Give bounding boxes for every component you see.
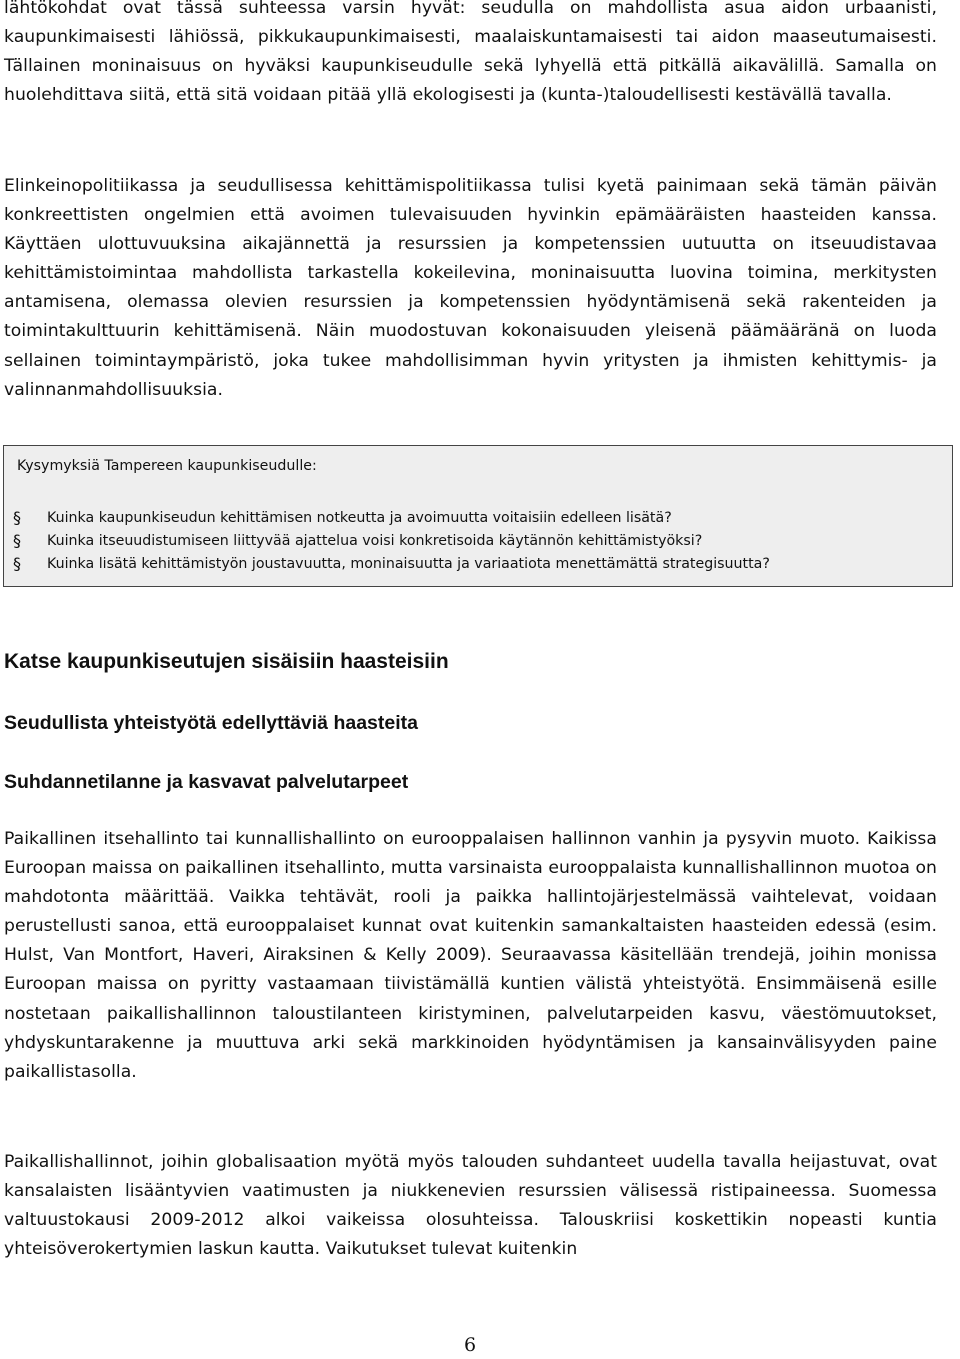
section-sign-bullet-icon: § [13,553,21,573]
question-text: Kuinka itseuudistumiseen liittyvää ajattelua voisi konkretisoida käytännön kehittämistyöksi? [47,532,703,549]
questions-list [13,506,770,575]
question-item [13,529,770,552]
body-paragraph: lähtökohdat ovat tässä suhteessa varsin hyvät: seudulla on mahdollista asua aidon urbaanisti, kaupunkimaisesti lähiössä, pikkukaupunkimaisesti, maalaiskuntamaisesti tai aidon maaseutumaisesti. Tällainen moninaisuus on hyväksi kaupunkiseudulle sekä lyhyellä että pitkällä aikavälillä. Samalla on huolehdittava siitä, että sitä voidaan pitää yllä ekologisesti ja (kunta-)taloudellisesti kestävällä tavalla. [4,0,937,106]
question-item [13,552,770,575]
question-text: Kuinka kaupunkiseudun kehittämisen notkeutta ja avoimuutta voitaisiin edelleen lisätä? [47,509,672,526]
question-text: Kuinka lisätä kehittämistyön joustavuutta, moninaisuutta ja variaatiota menettämättä strategisuutta? [47,555,770,572]
body-paragraph: Elinkeinopolitiikassa ja seudullisessa kehittämispolitiikassa tulisi kyetä painimaan sekä tämän päivän konkreettisten ongelmien että avoimen tulevaisuuden hyvinkin epämääräisten haasteiden kanssa. Käyttäen ulottuvuuksina aikajännettä ja resurssien ja kompetenssien uutuutta on itseuudistavaa kehittämistoimintaa mahdollista tarkastella kokeilevina, moninaisuutta luovina toimina, merkitysten antamisena, olemassa olevien resurssien ja kompetenssien hyödyntämisenä sekä rakenteiden ja toimintakulttuurin kehittämisenä. Näin muodostuvan kokonaisuuden yleisenä päämääränä on luoda sellainen toimintaympäristö, joka tukee mahdollisimman hyvin yritysten ja ihmisten kehittymis- ja valinnanmahdollisuuksia. [4,176,937,400]
subsubsection-heading: Suhdannetilanne ja kasvavat palvelutarpeet [4,771,409,793]
section-sign-bullet-icon: § [13,530,21,550]
section-heading: Katse kaupunkiseutujen sisäisiin haasteisiin [4,650,449,673]
section-sign-bullet-icon: § [13,507,21,527]
questions-box-title: Kysymyksiä Tampereen kaupunkiseudulle: [17,458,317,474]
subsection-heading: Seudullista yhteistyötä edellyttäviä haasteita [4,712,418,734]
body-paragraph: Paikallishallinnot, joihin globalisaation myötä myös talouden suhdanteet uudella tavalla heijastuvat, ovat kansalaisten lisääntyvien vaatimusten ja niukkenevien resurssien välisessä ristipaineessa. Suomessa valtuustokausi 2009-2012 alkoi vaikeissa olosuhteissa. Talouskriisi koskettikin nopeasti kuntia yhteisöverokertymien laskun kautta. Vaikutukset tulevat kuitenkin [4,1152,937,1260]
question-item [13,506,770,529]
questions-box [3,445,953,587]
page-number: 6 [463,1334,477,1356]
body-paragraph: Paikallinen itsehallinto tai kunnallishallinto on eurooppalaisen hallinnon vanhin ja pysyvin muoto. Kaikissa Euroopan maissa on paikallinen itsehallinto, mutta varsinaista eurooppalaista kunnallishallinnon muotoa on mahdotonta määrittää. Vaikka tehtävät, rooli ja paikka hallintojärjestelmässä vaihtelevat, voidaan perustellusti sanoa, että eurooppalaiset kunnat ovat kuitenkin samankaltaisten haasteiden edessä (esim. Hulst, Van Montfort, Haveri, Airaksinen & Kelly 2009). Seuraavassa käsitellään trendejä, joihin monissa Euroopan maissa on pyritty vastaamaan tiivistämällä kuntien välistä yhteistyötä. Ensimmäisenä esille nostetaan paikallishallinnon taloustilanteen kiristyminen, palvelutarpeiden kasvu, väestömuutokset, yhdyskuntarakenne ja muuttuva arki sekä markkinoiden hyödyntämisen ja kansainvälisyyden paine paikallistasolla. [4,829,937,1082]
